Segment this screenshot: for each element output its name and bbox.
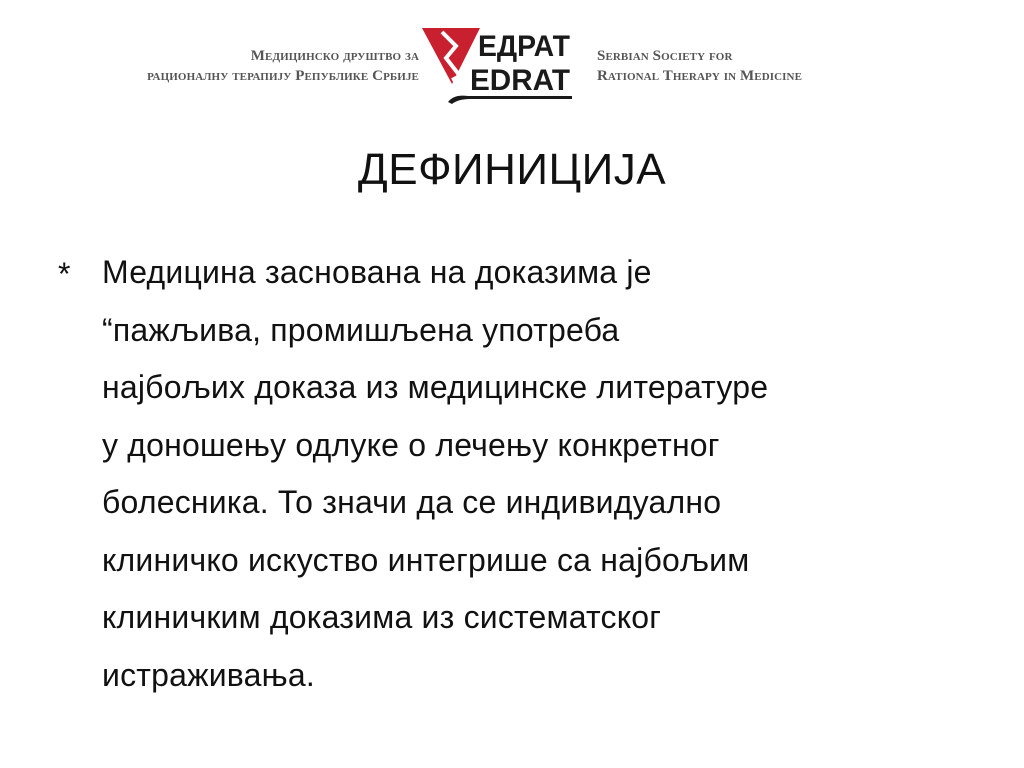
definition-line: болесника. То значи да се индивидуално	[102, 484, 722, 520]
definition-line: клиничко искуство интегрише са најбољим	[102, 541, 750, 578]
definition-line: у доношењу одлуке о лечењу конкретног	[102, 426, 720, 463]
society-name-english-line-2: Rational Therapy in Medicine	[597, 68, 803, 84]
definition-line: “пажљива, промишљена употреба	[102, 311, 620, 348]
definition-line: клиничким доказима из систематског	[102, 599, 662, 635]
society-name-english-line-1: Serbian Society for	[597, 48, 733, 64]
society-name-serbian-line-1: Медицинско друштво за	[250, 48, 419, 64]
bullet-marker: *	[58, 256, 71, 292]
definition-line: Медицина заснована на доказима је	[102, 254, 652, 290]
society-name-english	[597, 46, 802, 86]
logo-text-bottom: EDRAT	[470, 64, 570, 97]
definition-line: најбољих доказа из медицинске литературе	[102, 369, 769, 405]
definition-bullet	[58, 244, 978, 704]
logo-text-top: ЕДРАТ	[478, 30, 570, 63]
definition-line: истраживања.	[102, 656, 315, 693]
slide-title: ДЕФИНИЦИЈА	[357, 145, 667, 194]
medrat-logo	[422, 24, 574, 110]
society-name-serbian-line-2: рационалну терапију Републике Србије	[147, 68, 419, 84]
society-name-serbian	[147, 46, 419, 86]
definition-text	[102, 244, 978, 704]
